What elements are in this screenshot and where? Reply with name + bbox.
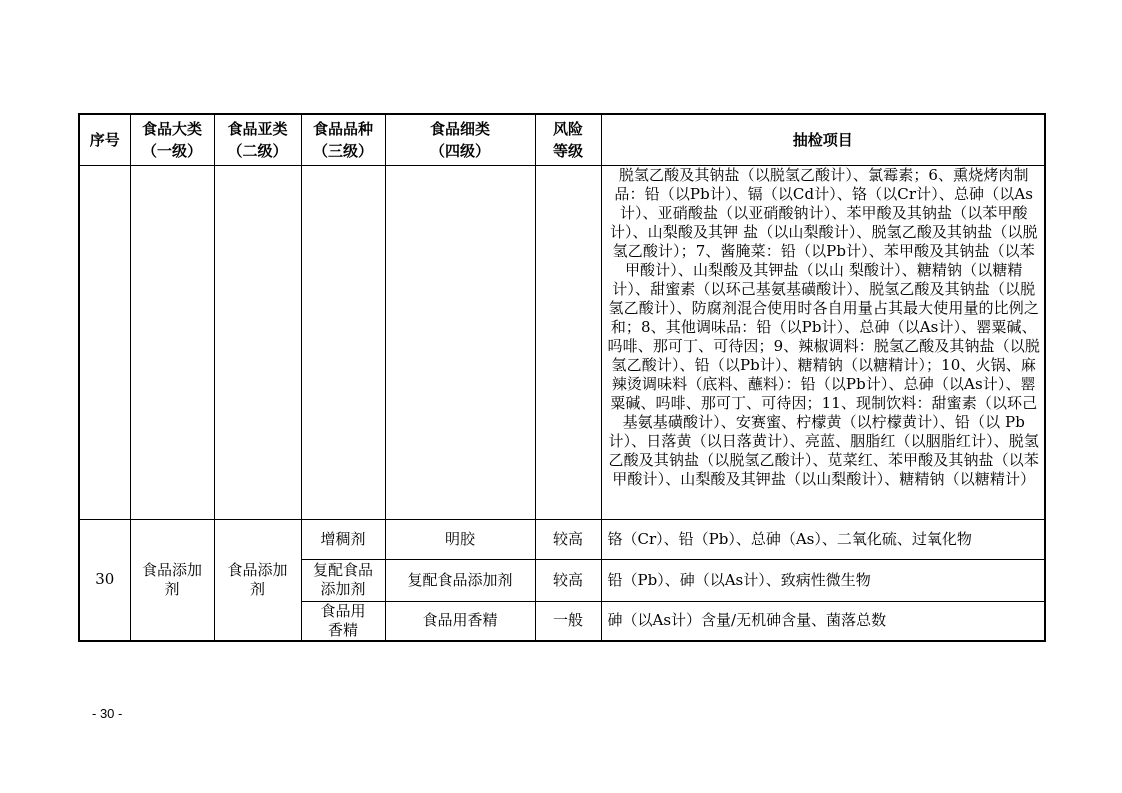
row-thickener-category-3: 增稠剂: [301, 519, 385, 559]
row-flavor-category-3-line2: 香精: [327, 620, 358, 639]
row-30-seq: 30: [79, 519, 130, 641]
continuation-items-text: 脱氢乙酸及其钠盐（以脱氢乙酸计）、氯霉素；6、熏烧烤肉制品：铅（以Pb计）、镉（以Cd计）、铬（以Cr计）、总砷（以As计）、亚硝酸盐（以亚硝酸钠计）、苯甲酸及其钠盐（以苯甲酸计）、山梨酸及其钾 盐（以山梨酸计）、脱氢乙酸及其钠盐（以脱氢乙酸计）；7、酱腌菜：铅（以Pb计）、苯甲酸及其钠盐（以苯甲酸计）、山梨酸及其钾盐（以山 梨酸计）、糖精钠（以糖精计）、甜蜜素（以环己基氨基磺酸计）、脱氢乙酸及其钠盐（以脱氢乙酸计）、防腐剂混合使用时各自用量占其最大使用量的比例之和；8、其他调味品：铅（以Pb计）、总砷（以As计）、罂粟碱、吗啡、那可丁、可待因；9、辣椒调料：脱氢乙酸及其钠盐（以脱氢乙酸计）、铅（以Pb计）、糖精钠（以糖精计）；10、火锅、麻辣烫调味料（底料、蘸料）：铅（以Pb计）、总砷（以As计）、罂粟碱、吗啡、那可丁、可待因；11、现制饮料：甜蜜素（以环己基氨基磺酸计）、安赛蜜、柠檬黄（以柠檬黄计）、铅（以 Pb 计）、日落黄（以日落黄计）、亮蓝、胭脂红（以胭脂红计）、脱氢乙酸及其钠盐（以脱氢乙酸计）、苋菜红、苯甲酸及其钠盐（以苯甲酸计）、山梨酸及其钾盐（以山梨酸计）、糖精钠（以糖精计）: [601, 165, 1045, 519]
header-items: 抽检项目: [601, 114, 1045, 165]
row-compound-category-3: [301, 559, 385, 601]
header-category-1-line2: （一级）: [141, 141, 202, 160]
row-compound-items: 铅（Pb）、砷（以As计）、致病性微生物: [601, 559, 1045, 601]
row-flavor-category-3: [301, 601, 385, 641]
row-30-category-2: 食品添加剂: [214, 519, 301, 641]
cont-cat4-cell: [385, 165, 535, 519]
header-seq: 序号: [79, 114, 130, 165]
header-category-2: [214, 114, 301, 165]
cont-seq-cell: [79, 165, 130, 519]
row-thickener-risk: 较高: [535, 519, 601, 559]
row-compound-category-4: 复配食品添加剂: [385, 559, 535, 601]
cont-cat1-cell: [130, 165, 214, 519]
table-row: [79, 519, 1045, 559]
header-category-3-line2: （三级）: [312, 141, 373, 160]
continuation-row: [79, 165, 1045, 519]
header-risk-line1: 风险: [552, 119, 583, 138]
header-category-2-line1: 食品亚类: [227, 119, 288, 138]
header-category-4-line1: 食品细类: [429, 119, 490, 138]
cont-cat2-cell: [214, 165, 301, 519]
header-risk: [535, 114, 601, 165]
header-category-1: [130, 114, 214, 165]
page-number: - 30 -: [92, 706, 123, 721]
inspection-table: [78, 113, 1046, 642]
row-compound-category-3-line1: 复配食品: [312, 561, 373, 579]
cont-cat3-cell: [301, 165, 385, 519]
header-category-3-line1: 食品品种: [312, 119, 373, 138]
row-compound-risk: 较高: [535, 559, 601, 601]
header-category-1-line1: 食品大类: [141, 119, 202, 138]
header-category-4-line2: （四级）: [429, 141, 490, 160]
row-flavor-items: 砷（以As计）含量/无机砷含量、菌落总数: [601, 601, 1045, 641]
header-category-2-line2: （二级）: [227, 141, 288, 160]
row-flavor-category-4: 食品用香精: [385, 601, 535, 641]
header-category-4: [385, 114, 535, 165]
header-row: [79, 114, 1045, 165]
row-compound-category-3-line2: 添加剂: [320, 580, 366, 598]
cont-risk-cell: [535, 165, 601, 519]
row-flavor-category-3-line1: 食品用: [320, 601, 366, 620]
header-category-3: [301, 114, 385, 165]
header-risk-line2: 等级: [552, 141, 583, 160]
row-flavor-risk: 一般: [535, 601, 601, 641]
row-30-category-1: 食品添加剂: [130, 519, 214, 641]
row-thickener-category-4: 明胶: [385, 519, 535, 559]
row-thickener-items: 铬（Cr）、铅（Pb）、总砷（As）、二氧化硫、过氧化物: [601, 519, 1045, 559]
